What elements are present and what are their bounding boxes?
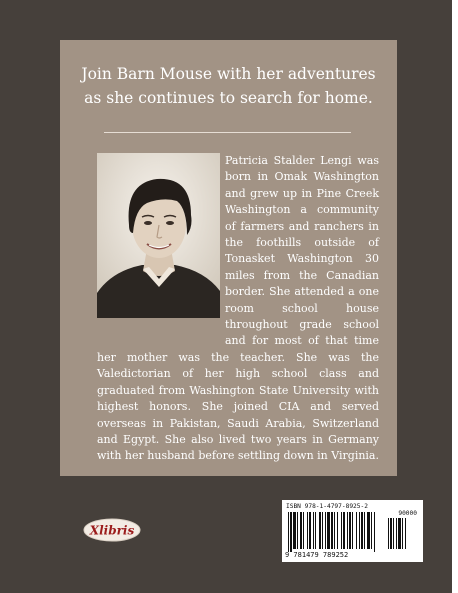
barcode-bar — [313, 512, 314, 549]
price-bar — [405, 518, 406, 549]
barcode-bar — [315, 512, 316, 549]
barcode-bar — [322, 512, 323, 549]
barcode-bar — [356, 512, 357, 549]
barcode-bar — [288, 512, 289, 552]
author-bio: Patricia Stalder Lengi was born in Omak Washington and grew up in Pine Creek Washington a community of farmers and ranchers in the foothills outside of Tonasket Washington 30 miles from the Canadian border. She attended a one room school house throughout grade school and for most of that time her mother was the teacher. She was the Valedictorian of her high school class and graduated from Washington State University with highest honors. She joined CIA and served overseas in Pakistan, Saudi Arabia, Switzerland and Egypt. She also lived two years in Germany with her husband before settling down in Virginia. — [97, 154, 379, 463]
barcode-bar — [309, 512, 311, 549]
tagline-line-1: Join Barn Mouse with her adventures — [81, 65, 376, 83]
barcode-bar — [359, 512, 360, 549]
barcode-bar — [297, 512, 298, 549]
barcode-bar — [341, 512, 342, 549]
barcode-bar — [303, 512, 304, 549]
barcode-bar — [349, 512, 351, 549]
barcode-bar — [347, 512, 348, 549]
barcode-bar — [307, 512, 308, 549]
photo-wrap-space — [97, 153, 225, 335]
publisher-name: Xlibris — [89, 523, 135, 538]
publisher-logo — [83, 518, 141, 542]
barcode-bar — [367, 512, 370, 549]
price-bar — [390, 518, 392, 549]
barcode-bar — [334, 512, 335, 549]
barcode-bar — [361, 512, 363, 549]
tagline-line-2: as she continues to search for home. — [84, 89, 373, 107]
price-code: 90000 — [398, 510, 417, 517]
price-bar — [402, 518, 403, 549]
price-bar — [396, 518, 397, 549]
barcode-bar — [300, 512, 302, 549]
xlibris-logo-icon — [83, 518, 141, 542]
barcode-bar — [364, 512, 365, 549]
price-bar — [388, 518, 389, 549]
barcode-bar — [331, 512, 333, 549]
text-panel — [60, 40, 397, 476]
barcode-icon — [288, 512, 418, 552]
price-bar — [393, 518, 394, 549]
tagline — [60, 62, 397, 110]
price-bar — [398, 518, 401, 549]
barcode-bar — [337, 512, 338, 549]
barcode-bar — [290, 512, 292, 552]
barcode-bar — [325, 512, 326, 549]
barcode-bar — [371, 512, 372, 549]
barcode-digits: 9 781479 789252 — [285, 551, 349, 559]
barcode-bar — [352, 512, 353, 549]
barcode-bar — [319, 512, 321, 549]
barcode-bar — [327, 512, 330, 549]
barcode-bar — [293, 512, 296, 549]
barcode-block — [282, 500, 423, 562]
divider — [104, 132, 351, 133]
barcode-bar — [374, 512, 375, 552]
barcode-bar — [343, 512, 345, 549]
isbn-text: ISBN 978-1-4797-8925-2 — [286, 503, 368, 510]
